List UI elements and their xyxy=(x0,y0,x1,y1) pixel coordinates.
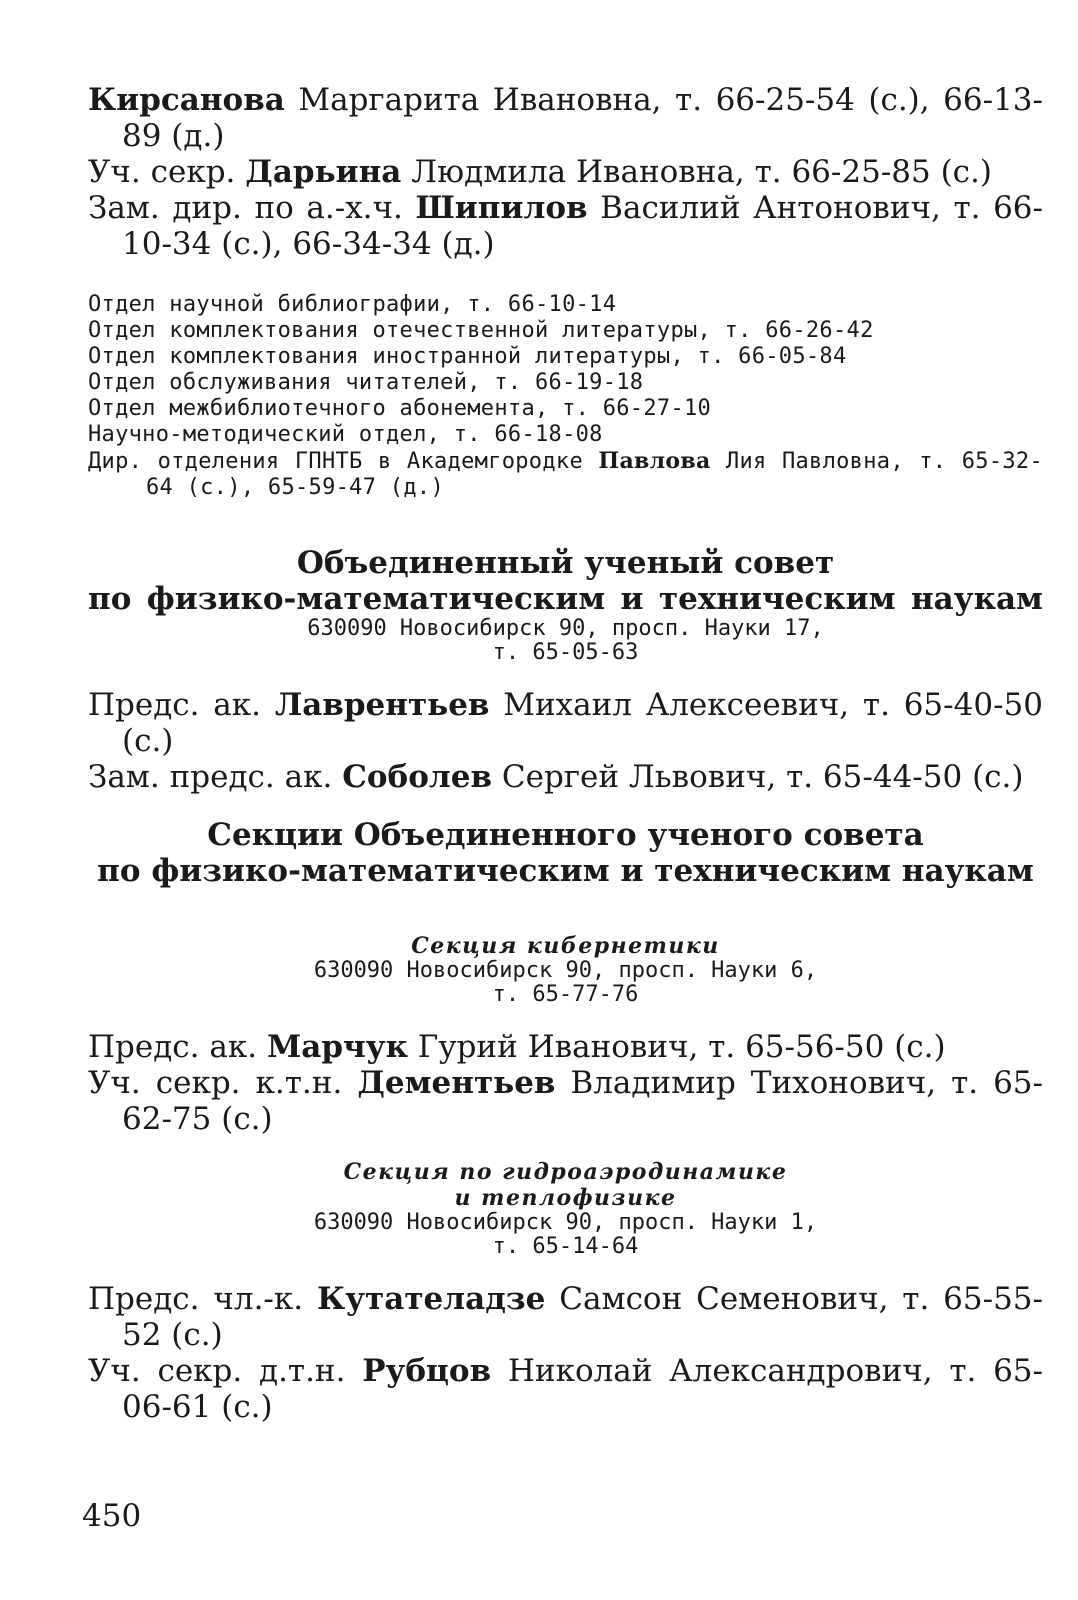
sections-heading-sub: по физико-математическим и техническим наукам xyxy=(97,853,1034,889)
sections-heading: Секции Объединенного ученого совета xyxy=(207,817,924,853)
entry-text: Людмила Ивановна, т. 66-25-85 (с.) xyxy=(401,154,992,190)
person-surname: Марчук xyxy=(266,1029,408,1065)
hydro-section-title-sub: и теплофизике xyxy=(454,1185,677,1211)
document-page xyxy=(88,82,1043,1425)
entry-text: Самсон Семенович, т. 65-55-52 (с.) xyxy=(122,1281,1043,1353)
person-surname: Дарьина xyxy=(245,154,402,190)
departments-list xyxy=(88,292,1043,501)
entry-text: Маргарита Ивановна, т. 66-25-54 (с.), 66-13-89 (д.) xyxy=(122,82,1043,154)
staff-entry xyxy=(88,687,1043,759)
cybernetics-address: 630090 Новосибирск 90, просп. Науки 6, xyxy=(313,958,818,983)
staff-entry xyxy=(88,759,1043,795)
staff-entry xyxy=(88,1353,1043,1425)
hydro-section-title: Секция по гидроаэродинамике xyxy=(343,1159,788,1185)
department-entry: Отдел научной библиографии, т. 66-10-14 xyxy=(88,292,617,317)
hydro-phone: т. 65-14-64 xyxy=(492,1234,639,1259)
entry-prefix: Дир. отделения ГПНТБ в Академгородке xyxy=(88,449,599,474)
person-surname: Кутателадзе xyxy=(317,1281,546,1317)
entry-prefix: Предс. чл.-к. xyxy=(88,1281,317,1317)
entry-text: Василий Антонович, т. 66-10-34 (с.), 66-34-34 (д.) xyxy=(122,190,1043,262)
department-entry: Отдел комплектования отечественной литературы, т. 66-26-42 xyxy=(88,318,874,343)
entry-prefix: Уч. секр. к.т.н. xyxy=(88,1065,358,1101)
cybernetics-section-title: Секция кибернетики xyxy=(411,933,720,959)
entry-text: Лия Павловна, т. 65-32-64 (с.), 65-59-47 (д.) xyxy=(146,449,1043,500)
person-surname: Шипилов xyxy=(415,190,588,226)
council-address: 630090 Новосибирск 90, просп. Науки 17, xyxy=(307,616,824,641)
entry-prefix: Предс. ак. xyxy=(88,687,275,723)
branch-director-entry xyxy=(88,448,1043,501)
cybernetics-phone: т. 65-77-76 xyxy=(492,982,639,1007)
person-surname: Дементьев xyxy=(357,1065,556,1101)
page-number: 450 xyxy=(82,1498,142,1534)
entry-text: Гурий Иванович, т. 65-56-50 (с.) xyxy=(407,1029,946,1065)
person-surname: Рубцов xyxy=(362,1353,492,1389)
staff-entry xyxy=(88,82,1043,154)
entry-text: Николай Александрович, т. 65-06-61 (с.) xyxy=(122,1353,1043,1425)
entry-prefix: Предс. ак. xyxy=(88,1029,267,1065)
department-entry: Отдел обслуживания читателей, т. 66-19-18 xyxy=(88,370,644,395)
staff-entry xyxy=(88,1065,1043,1137)
staff-entry xyxy=(88,1029,1043,1065)
staff-entry xyxy=(88,190,1043,262)
council-heading: Объединенный ученый совет xyxy=(296,545,835,581)
hydro-address: 630090 Новосибирск 90, просп. Науки 1, xyxy=(313,1210,818,1235)
person-surname: Соболев xyxy=(342,759,493,795)
council-heading-sub: по физико-математическим и техническим наукам xyxy=(88,581,1043,617)
council-phone: т. 65-05-63 xyxy=(492,640,639,665)
entry-prefix: Зам. предс. ак. xyxy=(88,759,343,795)
department-entry: Отдел комплектования иностранной литературы, т. 66-05-84 xyxy=(88,344,847,369)
entry-prefix: Уч. секр. д.т.н. xyxy=(88,1353,363,1389)
entry-text: Сергей Львович, т. 65-44-50 (с.) xyxy=(492,759,1024,795)
entry-prefix: Зам. дир. по а.-х.ч. xyxy=(88,190,416,226)
entry-text: Владимир Тихонович, т. 65-62-75 (с.) xyxy=(122,1065,1044,1137)
department-entry: Отдел межбиблиотечного абонемента, т. 66-27-10 xyxy=(88,396,712,421)
department-entry: Научно-методический отдел, т. 66-18-08 xyxy=(88,422,603,447)
person-surname: Павлова xyxy=(598,448,711,474)
entry-prefix: Уч. секр. xyxy=(88,154,246,190)
person-surname: Лаврентьев xyxy=(274,687,490,723)
entry-text: Михаил Алексеевич, т. 65-40-50 (с.) xyxy=(122,687,1043,759)
staff-entry xyxy=(88,1281,1043,1353)
person-surname: Кирсанова xyxy=(88,82,285,118)
staff-entry xyxy=(88,154,1043,190)
